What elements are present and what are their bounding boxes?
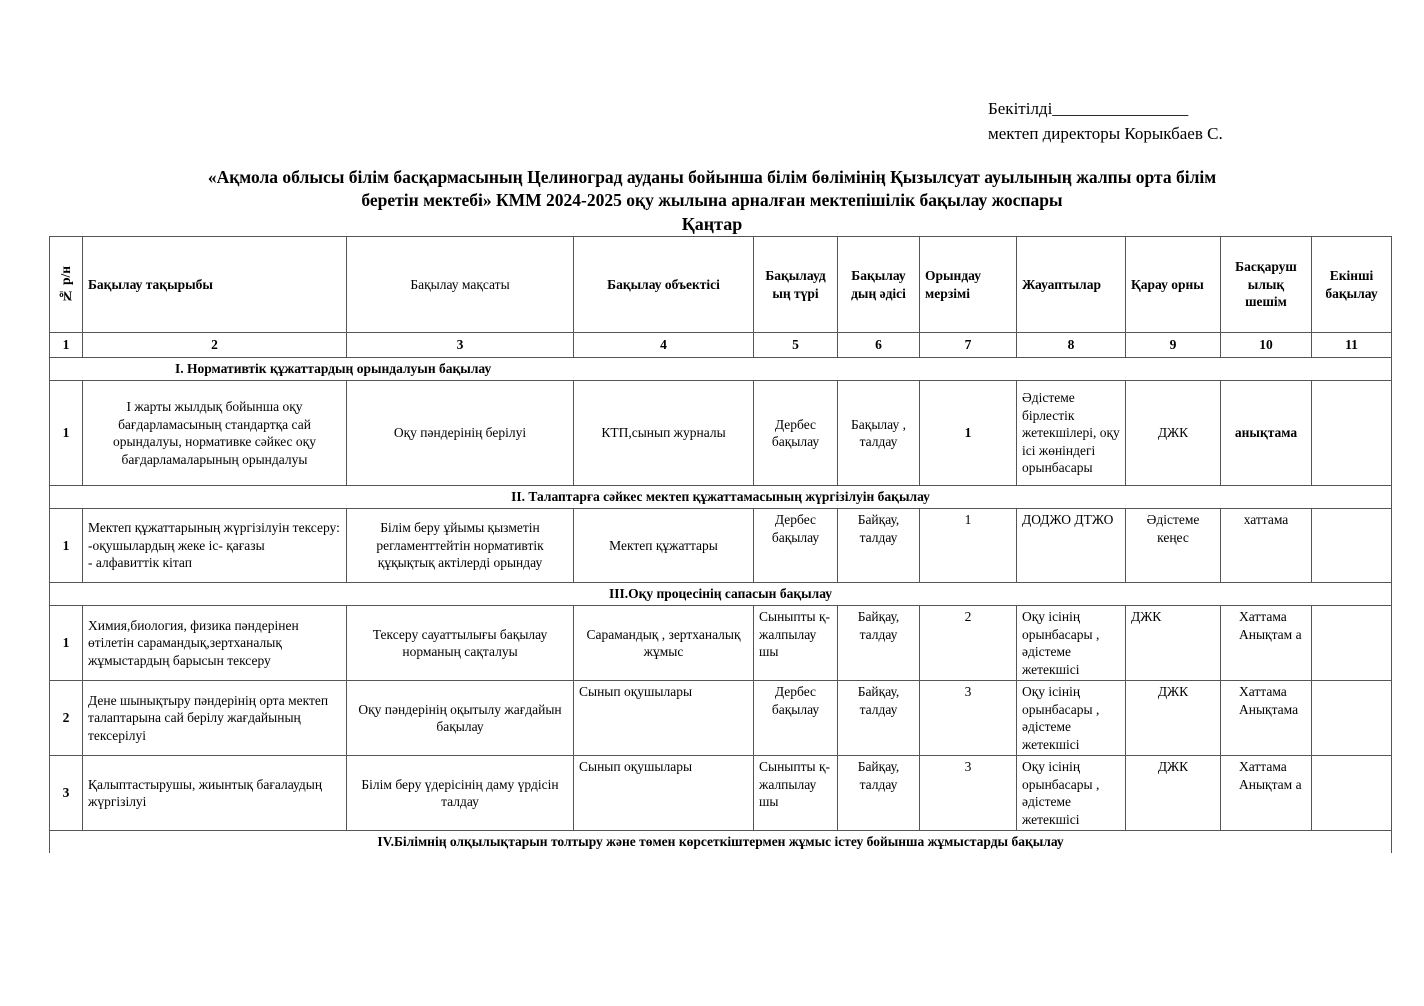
section-heading-row bbox=[50, 831, 1392, 854]
row-object: Сынып оқушылары bbox=[574, 756, 754, 831]
row-goal: Білім беру ұйымы қызметін регламенттейтін нормативтік құқықтық актілерді орындау bbox=[347, 509, 574, 583]
header-object: Бақылау объектісі bbox=[574, 237, 754, 333]
row-deadline: 2 bbox=[920, 606, 1017, 681]
row-num: 1 bbox=[50, 606, 83, 681]
table-row bbox=[50, 681, 1392, 756]
row-object: Сынып оқушылары bbox=[574, 681, 754, 756]
header-topic: Бақылау тақырыбы bbox=[83, 237, 347, 333]
header-responsible: Жауаптылар bbox=[1017, 237, 1126, 333]
row-venue: ДЖК bbox=[1126, 381, 1221, 486]
column-number: 9 bbox=[1126, 333, 1221, 358]
row-decision: анықтама bbox=[1221, 381, 1312, 486]
approval-block bbox=[988, 96, 1223, 146]
column-number: 10 bbox=[1221, 333, 1312, 358]
table-row bbox=[50, 509, 1392, 583]
section-heading-row bbox=[50, 358, 1392, 381]
row-type: Сыныпты қ-жалпылау шы bbox=[754, 606, 838, 681]
row-second-control bbox=[1312, 606, 1392, 681]
column-number: 11 bbox=[1312, 333, 1392, 358]
row-topic: Химия,биология, физика пәндерінен өтілетін сарамандық,зертханалық жұмыстардың барысын тексеру bbox=[83, 606, 347, 681]
row-responsible: Әдістеме бірлестік жетекшілері, оқу ісі жөніндегі орынбасары bbox=[1017, 381, 1126, 486]
row-responsible: Оқу ісінің орынбасары , әдістеме жетекшісі bbox=[1017, 756, 1126, 831]
column-number: 2 bbox=[83, 333, 347, 358]
row-object: КТП,сынып журналы bbox=[574, 381, 754, 486]
section-title: ІІІ.Оқу процесінің сапасын бақылау bbox=[50, 583, 1392, 606]
table-row bbox=[50, 381, 1392, 486]
row-venue: ДЖК bbox=[1126, 606, 1221, 681]
column-number: 6 bbox=[838, 333, 920, 358]
row-responsible: ДОДЖО ДТЖО bbox=[1017, 509, 1126, 583]
approval-line: Бекітілді________________ bbox=[988, 99, 1189, 118]
row-topic: Мектеп құжаттарының жүргізілуін тексеру: -оқушылардың жеке іс- қағазы - алфавиттік кітап bbox=[83, 509, 347, 583]
table-row bbox=[50, 756, 1392, 831]
row-venue: Әдістеме кеңес bbox=[1126, 509, 1221, 583]
row-num: 2 bbox=[50, 681, 83, 756]
row-type: Дербес бақылау bbox=[754, 509, 838, 583]
row-decision: хаттама bbox=[1221, 509, 1312, 583]
row-second-control bbox=[1312, 756, 1392, 831]
table-row bbox=[50, 606, 1392, 681]
row-deadline: 1 bbox=[920, 381, 1017, 486]
month-title: Қаңтар bbox=[681, 214, 743, 234]
header-venue: Қарау орны bbox=[1126, 237, 1221, 333]
row-goal: Оқу пәндерінің берілуі bbox=[347, 381, 574, 486]
row-goal: Білім беру үдерісінің даму үрдісін талдау bbox=[347, 756, 574, 831]
row-object: Сарамандық , зертханалық жұмыс bbox=[574, 606, 754, 681]
row-deadline: 3 bbox=[920, 681, 1017, 756]
row-responsible: Оқу ісінің орынбасары , әдістеме жетекшісі bbox=[1017, 681, 1126, 756]
director-line: мектеп директоры Корыкбаев С. bbox=[988, 124, 1223, 143]
header-method: Бақылау дың әдісі bbox=[838, 237, 920, 333]
row-responsible: Оқу ісінің орынбасары , әдістеме жетекшісі bbox=[1017, 606, 1126, 681]
row-type: Сыныпты қ-жалпылау шы bbox=[754, 756, 838, 831]
control-plan-table bbox=[49, 236, 1392, 853]
row-second-control bbox=[1312, 381, 1392, 486]
section-title: ІV.Білімнің олқылықтарын толтыру және төмен көрсеткіштермен жұмыс істеу бойынша жұмыстарды бақылау bbox=[50, 831, 1392, 854]
column-number: 3 bbox=[347, 333, 574, 358]
column-number: 4 bbox=[574, 333, 754, 358]
row-method: Байқау, талдау bbox=[838, 756, 920, 831]
header-row bbox=[50, 237, 1392, 333]
header-num-text: № р/н bbox=[58, 265, 74, 304]
column-number: 7 bbox=[920, 333, 1017, 358]
row-topic: Дене шынықтыру пәндерінің орта мектеп талаптарына сай берілу жағдайының тексерілуі bbox=[83, 681, 347, 756]
row-type: Дербес бақылау bbox=[754, 381, 838, 486]
column-number: 5 bbox=[754, 333, 838, 358]
row-type: Дербес бақылау bbox=[754, 681, 838, 756]
column-number-row bbox=[50, 333, 1392, 358]
header-type: Бақылауд ың түрі bbox=[754, 237, 838, 333]
row-second-control bbox=[1312, 509, 1392, 583]
section-heading-row bbox=[50, 486, 1392, 509]
header-deadline: Орындау мерзімі bbox=[920, 237, 1017, 333]
row-goal: Тексеру сауаттылығы бақылау норманың сақталуы bbox=[347, 606, 574, 681]
document-title-line2: беретін мектебі» КММ 2024-2025 оқу жылына арналған мектепішілік бақылау жоспары bbox=[361, 190, 1063, 210]
row-object: Мектеп құжаттары bbox=[574, 509, 754, 583]
row-decision: Хаттама Анықтам а bbox=[1221, 756, 1312, 831]
row-num: 3 bbox=[50, 756, 83, 831]
column-number: 1 bbox=[50, 333, 83, 358]
row-venue: ДЖК bbox=[1126, 681, 1221, 756]
row-method: Байқау, талдау bbox=[838, 606, 920, 681]
header-num bbox=[50, 237, 83, 333]
section-heading-row bbox=[50, 583, 1392, 606]
row-decision: Хаттама Анықтама bbox=[1221, 681, 1312, 756]
row-method: Бақылау , талдау bbox=[838, 381, 920, 486]
row-topic: І жарты жылдық бойынша оқу бағдарламасының стандартқа сай орындалуы, нормативке сәйкес оқу бағдарламаларының орындалуы bbox=[83, 381, 347, 486]
row-decision: Хаттама Анықтам а bbox=[1221, 606, 1312, 681]
header-second-control: Екінші бақылау bbox=[1312, 237, 1392, 333]
row-num: 1 bbox=[50, 509, 83, 583]
row-method: Байқау, талдау bbox=[838, 681, 920, 756]
section-title: ІІ. Талаптарға сәйкес мектеп құжаттамасының жүргізілуін бақылау bbox=[50, 486, 1392, 509]
document-title-line1: «Ақмола облысы білім басқармасының Целиноград ауданы бойынша білім бөлімінің Қызылсуат ауылының жалпы орта білім bbox=[207, 167, 1217, 187]
row-topic: Қалыптастырушы, жиынтық бағалаудың жүргізілуі bbox=[83, 756, 347, 831]
row-num: 1 bbox=[50, 381, 83, 486]
row-deadline: 3 bbox=[920, 756, 1017, 831]
column-number: 8 bbox=[1017, 333, 1126, 358]
section-title: І. Нормативтік құжаттардың орындалуын бақылау bbox=[50, 358, 1392, 381]
header-decision: Басқаруш ылық шешім bbox=[1221, 237, 1312, 333]
row-venue: ДЖК bbox=[1126, 756, 1221, 831]
header-goal: Бақылау мақсаты bbox=[347, 237, 574, 333]
row-method: Байқау, талдау bbox=[838, 509, 920, 583]
row-second-control bbox=[1312, 681, 1392, 756]
row-deadline: 1 bbox=[920, 509, 1017, 583]
row-goal: Оқу пәндерінің оқытылу жағдайын бақылау bbox=[347, 681, 574, 756]
